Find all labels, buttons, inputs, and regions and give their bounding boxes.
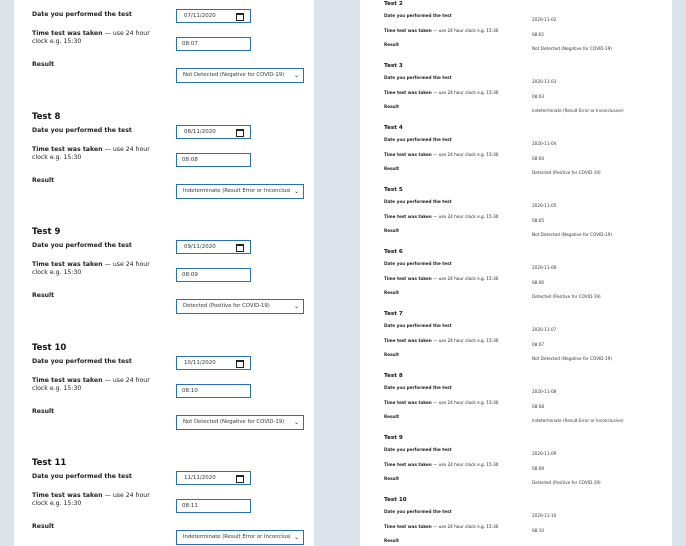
- summary-time-label: [384, 214, 498, 219]
- summary-time-label: [384, 276, 498, 281]
- summary-date-label: Date you performed the test: [384, 199, 452, 204]
- summary-test-title: Test 6: [384, 249, 403, 255]
- right-summary-panel: [360, 0, 672, 546]
- chevron-down-icon: ⌄: [293, 303, 299, 310]
- calendar-icon[interactable]: [236, 360, 244, 368]
- time-value: 08:11: [182, 503, 198, 509]
- summary-time-label-hint: — use 24 hour clock e.g. 15:30: [433, 276, 499, 281]
- summary-time-value: 08:06: [532, 280, 545, 285]
- summary-test-title: Test 3: [384, 63, 403, 69]
- summary-result-value: Detected (Positive for COVID-19): [532, 294, 601, 299]
- summary-test-title: Test 5: [384, 187, 403, 193]
- summary-time-label-main: Time test was taken: [384, 28, 432, 33]
- time-label-main: Time test was taken: [32, 376, 103, 384]
- calendar-icon[interactable]: [236, 244, 244, 252]
- result-label: Result: [32, 523, 55, 530]
- chevron-down-icon: ⌄: [293, 187, 299, 195]
- summary-date-label: Date you performed the test: [384, 323, 452, 328]
- summary-time-label-hint: — use 24 hour clock e.g. 15:30: [433, 338, 499, 343]
- date-value: 09/11/2020: [184, 244, 216, 250]
- date-value: 10/11/2020: [184, 359, 216, 366]
- summary-time-label-main: Time test was taken: [384, 214, 432, 219]
- test-title: Test 8: [32, 111, 61, 122]
- time-input[interactable]: [176, 499, 251, 513]
- summary-date-value: 2020-11-02: [532, 17, 557, 22]
- result-value: Indeterminate (Result Error or Inconclusi: [183, 534, 291, 540]
- time-value: 08:07: [182, 41, 198, 47]
- time-label-main: Time test was taken: [32, 30, 103, 37]
- summary-time-label-main: Time test was taken: [384, 400, 432, 405]
- summary-time-label-hint: — use 24 hour clock e.g. 15:30: [433, 524, 499, 529]
- date-input[interactable]: [176, 356, 251, 370]
- summary-test-title: Test 4: [384, 125, 403, 131]
- summary-time-label: [384, 524, 498, 529]
- summary-result-label: Result: [384, 476, 399, 481]
- time-label-hint: — use 24 hour clock e.g. 15:30: [32, 492, 150, 507]
- summary-date-label: Date you performed the test: [384, 137, 452, 142]
- summary-time-label: [384, 338, 498, 343]
- date-value: 08/11/2020: [184, 128, 216, 135]
- time-label-hint: — use 24 hour clock e.g. 15:30: [32, 145, 150, 161]
- result-label: Result: [32, 292, 55, 299]
- summary-time-value: 08:02: [532, 32, 545, 37]
- summary-test-title: Test 8: [384, 373, 403, 379]
- result-value: Detected (Positive for COVID-19): [183, 303, 270, 309]
- test-title: Test 10: [32, 342, 67, 353]
- summary-result-label: Result: [384, 228, 399, 233]
- summary-time-value: 08:08: [532, 404, 545, 409]
- date-label: Date you performed the test: [32, 473, 132, 480]
- calendar-icon[interactable]: [236, 13, 244, 21]
- summary-result-label: Result: [384, 538, 399, 543]
- summary-time-label-hint: — use 24 hour clock e.g. 15:30: [433, 214, 499, 219]
- time-input[interactable]: [176, 384, 251, 398]
- summary-time-label-main: Time test was taken: [384, 524, 432, 529]
- time-label-hint: — use 24 hour clock e.g. 15:30: [32, 261, 150, 276]
- summary-test-title: Test 7: [384, 311, 403, 317]
- chevron-down-icon: ⌄: [293, 534, 299, 541]
- time-value: 08:09: [182, 272, 198, 278]
- left-form-panel: [14, 0, 314, 546]
- date-value: 07/11/2020: [184, 13, 216, 19]
- result-select[interactable]: [176, 415, 304, 430]
- chevron-down-icon: ⌄: [293, 72, 299, 79]
- result-value: Not Detected (Negative for COVID-19): [183, 72, 285, 78]
- summary-time-value: 08:07: [532, 342, 545, 347]
- date-value: 11/11/2020: [184, 475, 216, 481]
- calendar-icon[interactable]: [236, 475, 244, 483]
- time-label: [32, 377, 157, 393]
- date-label: Date you performed the test: [32, 242, 132, 249]
- result-value: Not Detected (Negative for COVID-19): [183, 418, 285, 425]
- time-input[interactable]: [176, 268, 251, 282]
- summary-date-label: Date you performed the test: [384, 75, 452, 80]
- summary-result-label: Result: [384, 166, 399, 171]
- result-select[interactable]: [176, 68, 304, 83]
- time-label: [32, 261, 157, 277]
- date-input[interactable]: [176, 471, 251, 485]
- summary-date-label: Date you performed the test: [384, 447, 452, 452]
- date-input[interactable]: [176, 9, 251, 23]
- test-title: Test 11: [32, 458, 67, 468]
- summary-date-value: 2020-11-03: [532, 79, 557, 84]
- summary-time-label: [384, 400, 498, 405]
- summary-result-value: Detected (Positive for COVID-19): [532, 480, 601, 485]
- result-select[interactable]: [176, 530, 304, 545]
- summary-time-label-main: Time test was taken: [384, 152, 432, 157]
- time-label-hint: — use 24 hour clock e.g. 15:30: [32, 30, 150, 45]
- result-label: Result: [32, 61, 55, 68]
- chevron-down-icon: ⌄: [293, 418, 299, 426]
- summary-date-value: 2020-11-06: [532, 265, 557, 270]
- summary-time-label-hint: — use 24 hour clock e.g. 15:30: [433, 90, 499, 95]
- summary-time-label: [384, 90, 498, 95]
- result-value: Indeterminate (Result Error or Inconclusi: [183, 187, 291, 194]
- date-label: Date you performed the test: [32, 357, 132, 365]
- date-label: Date you performed the test: [32, 11, 132, 18]
- summary-time-value: 08:09: [532, 466, 545, 471]
- summary-result-label: Result: [384, 104, 399, 109]
- summary-time-label-main: Time test was taken: [384, 276, 432, 281]
- time-label: [32, 146, 157, 162]
- summary-time-label: [384, 462, 498, 467]
- time-value: 08:08: [182, 156, 198, 163]
- summary-time-label-hint: — use 24 hour clock e.g. 15:30: [433, 462, 499, 467]
- summary-time-label-hint: — use 24 hour clock e.g. 15:30: [433, 28, 499, 33]
- summary-date-value: 2020-11-07: [532, 327, 557, 332]
- summary-result-value: Not Detected (Negative for COVID-19): [532, 46, 612, 51]
- summary-date-value: 2020-11-08: [532, 389, 557, 394]
- summary-time-label-hint: — use 24 hour clock e.g. 15:30: [433, 152, 499, 157]
- summary-result-label: Result: [384, 42, 399, 47]
- summary-time-value: 08:03: [532, 94, 545, 99]
- date-label: Date you performed the test: [32, 126, 132, 134]
- summary-date-label: Date you performed the test: [384, 385, 452, 390]
- time-value: 08:10: [182, 387, 198, 394]
- time-label-main: Time test was taken: [32, 261, 103, 268]
- summary-time-label: [384, 28, 498, 33]
- summary-result-value: Indeterminate (Result Error or Inconclusive): [532, 418, 624, 423]
- summary-time-label-main: Time test was taken: [384, 338, 432, 343]
- summary-test-title: Test 10: [384, 497, 407, 503]
- calendar-icon[interactable]: [236, 129, 244, 137]
- time-label-main: Time test was taken: [32, 492, 103, 499]
- summary-time-value: 08:05: [532, 218, 545, 223]
- summary-date-value: 2020-11-05: [532, 203, 557, 208]
- summary-time-value: 08:10: [532, 528, 545, 533]
- date-input[interactable]: [176, 125, 251, 139]
- time-label-hint: — use 24 hour clock e.g. 15:30: [32, 376, 150, 392]
- summary-time-label: [384, 152, 498, 157]
- date-input[interactable]: [176, 240, 251, 254]
- result-label: Result: [32, 407, 55, 415]
- summary-result-value: Indeterminate (Result Error or Inconclusive): [532, 108, 624, 113]
- summary-result-label: Result: [384, 352, 399, 357]
- summary-time-label-main: Time test was taken: [384, 90, 432, 95]
- summary-result-value: Not Detected (Negative for COVID-19): [532, 356, 612, 361]
- summary-date-label: Date you performed the test: [384, 13, 452, 18]
- summary-time-label-hint: — use 24 hour clock e.g. 15:30: [433, 400, 499, 405]
- summary-test-title: Test 9: [384, 435, 403, 441]
- time-input[interactable]: [176, 153, 251, 167]
- result-select[interactable]: [176, 184, 304, 199]
- summary-date-label: Date you performed the test: [384, 261, 452, 266]
- summary-result-value: Detected (Positive for COVID-19): [532, 170, 601, 175]
- summary-time-label-main: Time test was taken: [384, 462, 432, 467]
- time-input[interactable]: [176, 37, 251, 51]
- summary-time-value: 08:04: [532, 156, 545, 161]
- result-label: Result: [32, 176, 55, 184]
- summary-date-label: Date you performed the test: [384, 509, 452, 514]
- summary-date-value: 2020-11-09: [532, 451, 557, 456]
- test-title: Test 9: [32, 227, 61, 237]
- summary-result-label: Result: [384, 414, 399, 419]
- time-label: [32, 492, 157, 508]
- result-select[interactable]: [176, 299, 304, 314]
- time-label: [32, 30, 157, 46]
- summary-result-label: Result: [384, 290, 399, 295]
- summary-date-value: 2020-11-04: [532, 141, 557, 146]
- summary-test-title: Test 2: [384, 1, 403, 7]
- summary-result-value: Not Detected (Negative for COVID-19): [532, 232, 612, 237]
- summary-date-value: 2020-11-10: [532, 513, 557, 518]
- time-label-main: Time test was taken: [32, 145, 103, 153]
